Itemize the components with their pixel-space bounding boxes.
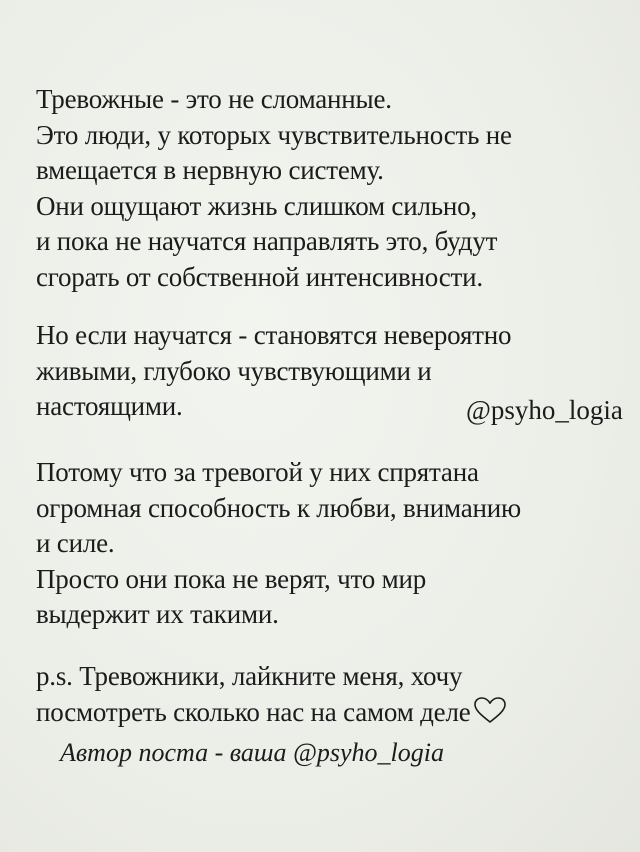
paragraph-3 bbox=[36, 455, 521, 633]
author-signature: Автор поста - ваша @psyho_logia bbox=[60, 738, 444, 767]
text-line: живыми, глубоко чувствующими и bbox=[36, 355, 432, 386]
text-line: настоящими. bbox=[36, 391, 183, 421]
text-line: огромная способность к любви, вниманию bbox=[36, 492, 521, 523]
text-line: и пока не научатся направлять это, будут bbox=[36, 226, 498, 256]
paragraph-ps bbox=[36, 659, 507, 730]
text-line: p.s. Тревожники, лайкните меня, хочу bbox=[36, 661, 463, 691]
text-line: Это люди, у которых чувствительность не bbox=[36, 119, 512, 150]
text-line-text: посмотреть сколько нас на самом деле bbox=[36, 696, 471, 727]
text-line: Просто они пока не верят, что мир bbox=[36, 563, 427, 594]
paragraph-2 bbox=[36, 318, 511, 425]
text-line: Потому что за тревогой у них спрятана bbox=[36, 457, 479, 487]
text-line: Но если научатся - становятся невероятно bbox=[36, 320, 512, 350]
text-line: Они ощущают жизнь слишком сильно, bbox=[36, 190, 477, 221]
text-line: выдержит их такими. bbox=[36, 599, 279, 629]
paragraph-1 bbox=[36, 82, 512, 295]
text-line: и силе. bbox=[36, 528, 115, 558]
text-line: Тревожные - это не сломанные. bbox=[36, 84, 392, 114]
watermark-handle: @psyho_logia bbox=[466, 395, 623, 425]
text-line: вмещается в нервную систему. bbox=[36, 155, 384, 185]
heart-outline-icon bbox=[473, 696, 507, 724]
text-line-with-heart bbox=[36, 695, 507, 731]
text-line: сгорать от собственной интенсивности. bbox=[36, 261, 483, 292]
